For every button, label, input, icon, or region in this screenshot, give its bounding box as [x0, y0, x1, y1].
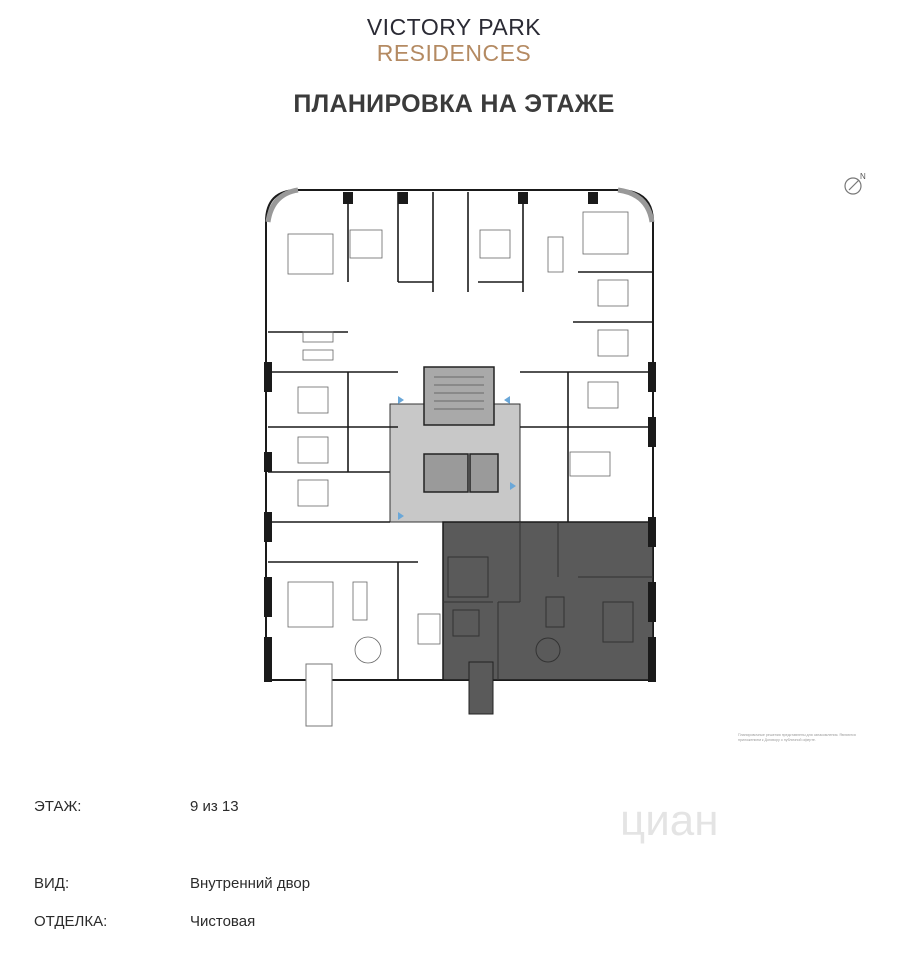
brand-line-1: VICTORY PARK	[366, 14, 542, 40]
plan-disclaimer: Планировочные решения представлены для ознакомления. Являются приложением к Договору о публичной оферте.	[738, 733, 856, 742]
view-value: Внутренний двор	[190, 875, 311, 892]
north-letter: N	[860, 172, 866, 181]
floor-value: 9 из 13	[190, 798, 239, 815]
page-title: ПЛАНИРОВКА НА ЭТАЖЕ	[293, 90, 615, 118]
north-arrow-icon	[842, 170, 870, 198]
brand-logo	[0, 14, 908, 66]
watermark-text: циан	[620, 796, 719, 845]
finish-value: Чистовая	[190, 913, 256, 930]
cian-watermark	[620, 790, 820, 850]
brand-line-2: RESIDENCES	[376, 40, 532, 66]
floor-plan	[258, 182, 662, 728]
finish-label: ОТДЕЛКА:	[34, 913, 108, 930]
floor-label: ЭТАЖ:	[34, 798, 82, 815]
view-label: ВИД:	[34, 875, 70, 892]
